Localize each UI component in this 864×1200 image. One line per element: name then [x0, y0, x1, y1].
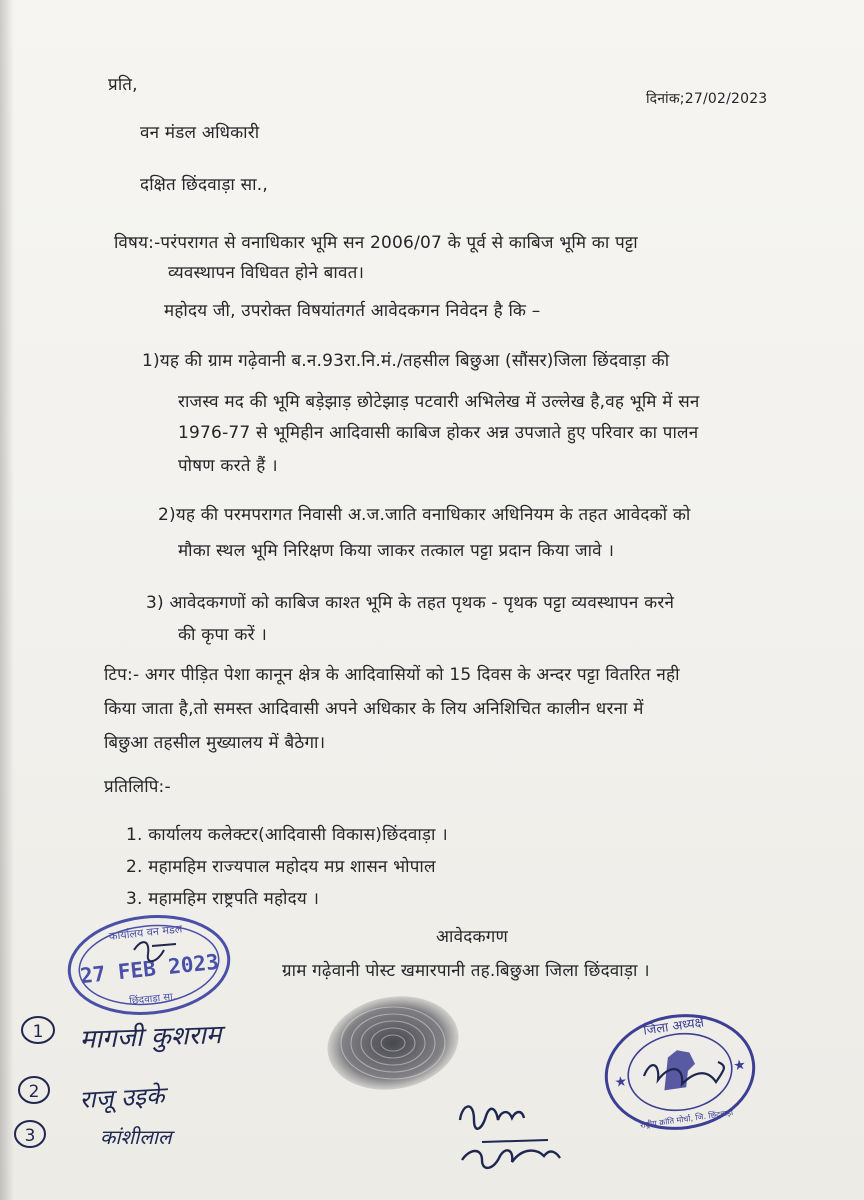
copy-item-1: 1. कार्यालय कलेक्टर(आदिवासी विकास)छिंदवाड़ा । [126, 825, 448, 845]
office-received-stamp [64, 910, 234, 1020]
organisation-seal [600, 1010, 760, 1134]
applicants-heading: आवेदकगण [436, 927, 508, 947]
seal-star-right-icon: ★ [732, 1056, 748, 1075]
signature-name-3: कांशीलाल [100, 1125, 172, 1149]
signature-number-1: 1 [32, 1022, 44, 1042]
applicants-address: ग्राम गढ़ेवानी पोस्ट खमारपानी तह.बिछुआ जिला छिंदवाड़ा । [282, 961, 650, 981]
seal-star-left-icon: ★ [613, 1073, 629, 1092]
seal-bottom-text: राष्ट्रीय क्रांति मोर्चा, जि. छिंदवाड़ा [639, 1108, 734, 1131]
applicant-signatures [0, 1008, 320, 1178]
point-1-line-3: 1976-77 से भूमिहीन आदिवासी काबिज होकर अन्न उपजाते हुए परिवार का पालन [178, 423, 699, 443]
signature-number-3: 3 [24, 1126, 36, 1146]
recipient-prefix: प्रति, [108, 75, 138, 95]
copy-item-3: 3. महामहिम राष्ट्रपति महोदय । [126, 889, 320, 909]
point-2-line-1: 2)यह की परमपरागत निवासी अ.ज.जाति वनाधिकार अधिनियम के तहत आवेदकों को [158, 505, 691, 525]
addressee-line-2: दक्षित छिंदवाड़ा सा., [140, 175, 268, 195]
stamp-bottom-text: छिंदवाड़ा सा. [128, 991, 177, 1008]
copies-heading: प्रतिलिपि:- [104, 777, 171, 797]
note-line-3: बिछुआ तहसील मुख्यालय में बैठेगा। [104, 733, 326, 753]
signature-name-2: राजू उइके [78, 1081, 166, 1114]
subject-line-2: व्यवस्थापन विधिवत होने बावत। [168, 263, 365, 283]
note-line-1: टिप:- अगर पीड़ित पेशा कानून क्षेत्र के आदिवासियों को 15 दिवस के अन्दर पट्टा वितरित नही [104, 665, 680, 685]
salutation: महोदय जी, उपरोक्त विषयांतगर्त आवेदकगन निवेदन है कि – [164, 301, 541, 321]
subject-line-1: विषय:-परंपरागत से वनाधिकार भूमि सन 2006/07 के पूर्व से काबिज भूमि का पट्टा [114, 233, 638, 253]
point-1-line-1: 1)यह की ग्राम गढ़ेवानी ब.न.93रा.नि.मं./तहसील बिछुआ (सौंसर)जिला छिंदवाड़ा की [142, 351, 670, 371]
signature-entry-2 [19, 1077, 170, 1115]
addressee-line-1: वन मंडल अधिकारी [140, 123, 260, 143]
handwritten-signature-center [452, 1090, 572, 1190]
signature-entry-1 [22, 1017, 226, 1055]
seal-top-text: जिला अध्यक्ष [642, 1015, 705, 1039]
point-3-line-2: की कृपा करें । [178, 625, 268, 645]
signature-number-2: 2 [28, 1082, 40, 1102]
raised-fist-icon [659, 1048, 698, 1090]
letter-date: दिनांक;27/02/2023 [646, 91, 768, 107]
stamp-top-text: कार्यालय वन मंडल [108, 922, 183, 943]
signature-entry-3 [15, 1121, 175, 1149]
thumb-impression [318, 988, 468, 1098]
point-1-line-2: राजस्व मद की भूमि बड़ेझाड़ छोटेझाड़ पटवारी अभिलेख में उल्लेख है,वह भूमि में सन [178, 392, 700, 412]
stamp-date: 27 FEB 2023 [79, 949, 220, 989]
point-1-line-4: पोषण करते हैं । [178, 456, 278, 476]
copy-item-2: 2. महामहिम राज्यपाल महोदय मप्र शासन भोपाल [126, 857, 436, 877]
point-3-line-1: 3) आवेदकगणों को काबिज काश्त भूमि के तहत पृथक - पृथक पट्टा व्यवस्थापन करने [146, 593, 675, 613]
point-2-line-2: मौका स्थल भूमि निरिक्षण किया जाकर तत्काल पट्टा प्रदान किया जावे । [178, 541, 615, 561]
note-line-2: किया जाता है,तो समस्त आदिवासी अपने अधिकार के लिय अनिशिचित कालीन धरना में [104, 699, 644, 719]
signature-name-1: मागजी कुशराम [79, 1020, 222, 1055]
